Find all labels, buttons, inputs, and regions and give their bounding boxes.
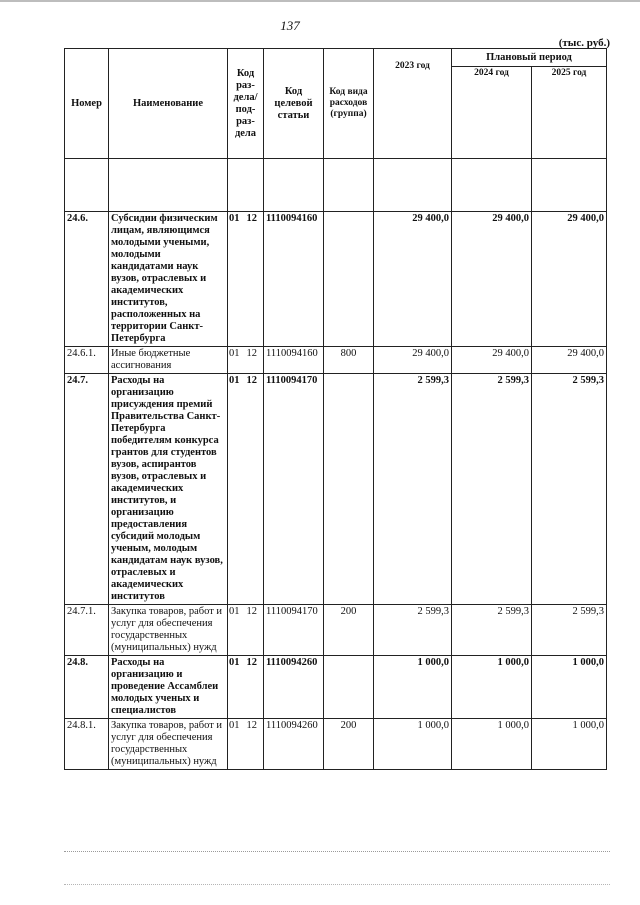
top-border-line (0, 0, 640, 2)
row-target-code: 1110094260 (264, 656, 324, 719)
units-label: (тыс. руб.) (558, 37, 610, 49)
row-name: Расходы на организацию и проведение Ассамблеи молодых ученых и специалистов (109, 656, 228, 719)
table-row (65, 605, 607, 656)
row-section-code (228, 656, 264, 719)
row-expense-code (324, 212, 374, 347)
row-number: 24.7. (65, 374, 109, 605)
razdel-code: 01 (229, 657, 240, 668)
podrazdel-code: 12 (246, 213, 257, 224)
row-section-code (228, 719, 264, 770)
podrazdel-code: 12 (246, 348, 257, 359)
row-value-2024: 2 599,3 (452, 374, 532, 605)
razdel-code: 01 (229, 606, 240, 617)
row-value-2023: 2 599,3 (374, 605, 452, 656)
row-section-code (228, 347, 264, 374)
row-value-2025: 1 000,0 (532, 719, 607, 770)
podrazdel-code: 12 (246, 720, 257, 731)
razdel-code: 01 (229, 348, 240, 359)
row-expense-code: 200 (324, 719, 374, 770)
row-name: Субсидии физическим лицам, являющимся молодыми учеными, молодыми кандидатами наук вузов, отраслевых и академических институтов, расположенных на территории Санкт-Петербурга (109, 212, 228, 347)
row-name: Иные бюджетные ассигнования (109, 347, 228, 374)
table-body (65, 212, 607, 770)
header-number: Номер (65, 49, 109, 159)
row-value-2025: 2 599,3 (532, 374, 607, 605)
header-name: Наименование (109, 49, 228, 159)
row-number: 24.8.1. (65, 719, 109, 770)
dotted-line (64, 851, 610, 852)
table-row (65, 212, 607, 347)
spacer-row (65, 159, 607, 212)
table-row (65, 374, 607, 605)
row-section-code (228, 605, 264, 656)
header-planned-period: Плановый период (452, 49, 607, 67)
razdel-code: 01 (229, 213, 240, 224)
razdel-code: 01 (229, 720, 240, 731)
row-target-code: 1110094260 (264, 719, 324, 770)
row-number: 24.6.1. (65, 347, 109, 374)
row-number: 24.7.1. (65, 605, 109, 656)
row-name: Расходы на организацию присуждения премий Правительства Санкт-Петербурга победителям конкурса грантов для студентов вузов, аспирантов вузов, отраслевых и академических институтов, и организацию предоставления субсидий молодым ученым, молодым кандидатам наук вузов, отраслевых и академических институтов (109, 374, 228, 605)
row-value-2024: 2 599,3 (452, 605, 532, 656)
row-value-2025: 1 000,0 (532, 656, 607, 719)
header-expense: Код вида расходов (группа) (324, 49, 374, 159)
row-target-code: 1110094160 (264, 212, 324, 347)
row-target-code: 1110094170 (264, 605, 324, 656)
razdel-code: 01 (229, 375, 240, 386)
row-name: Закупка товаров, работ и услуг для обеспечения государственных (муниципальных) нужд (109, 605, 228, 656)
header-2025: 2025 год (532, 67, 607, 159)
header-target: Код целевой статьи (264, 49, 324, 159)
row-number: 24.6. (65, 212, 109, 347)
row-value-2024: 1 000,0 (452, 719, 532, 770)
header-2024: 2024 год (452, 67, 532, 159)
row-expense-code: 200 (324, 605, 374, 656)
podrazdel-code: 12 (246, 606, 257, 617)
budget-table (64, 48, 607, 770)
row-value-2024: 29 400,0 (452, 212, 532, 347)
row-expense-code (324, 656, 374, 719)
header-section: Код раз-дела/ под-раз-дела (228, 49, 264, 159)
row-value-2023: 29 400,0 (374, 212, 452, 347)
row-section-code (228, 212, 264, 347)
row-number: 24.8. (65, 656, 109, 719)
row-value-2025: 29 400,0 (532, 212, 607, 347)
podrazdel-code: 12 (246, 375, 257, 386)
row-expense-code (324, 374, 374, 605)
row-value-2023: 1 000,0 (374, 656, 452, 719)
row-target-code: 1110094170 (264, 374, 324, 605)
row-expense-code: 800 (324, 347, 374, 374)
page-number: 137 (280, 18, 300, 33)
row-value-2023: 1 000,0 (374, 719, 452, 770)
dotted-line (64, 884, 610, 885)
header-2023: 2023 год (374, 49, 452, 159)
row-value-2023: 29 400,0 (374, 347, 452, 374)
table-row (65, 719, 607, 770)
row-value-2024: 1 000,0 (452, 656, 532, 719)
row-value-2025: 2 599,3 (532, 605, 607, 656)
row-name: Закупка товаров, работ и услуг для обеспечения государственных (муниципальных) нужд (109, 719, 228, 770)
row-value-2025: 29 400,0 (532, 347, 607, 374)
row-section-code (228, 374, 264, 605)
table-row (65, 656, 607, 719)
table-row (65, 347, 607, 374)
podrazdel-code: 12 (246, 657, 257, 668)
row-target-code: 1110094160 (264, 347, 324, 374)
row-value-2023: 2 599,3 (374, 374, 452, 605)
row-value-2024: 29 400,0 (452, 347, 532, 374)
